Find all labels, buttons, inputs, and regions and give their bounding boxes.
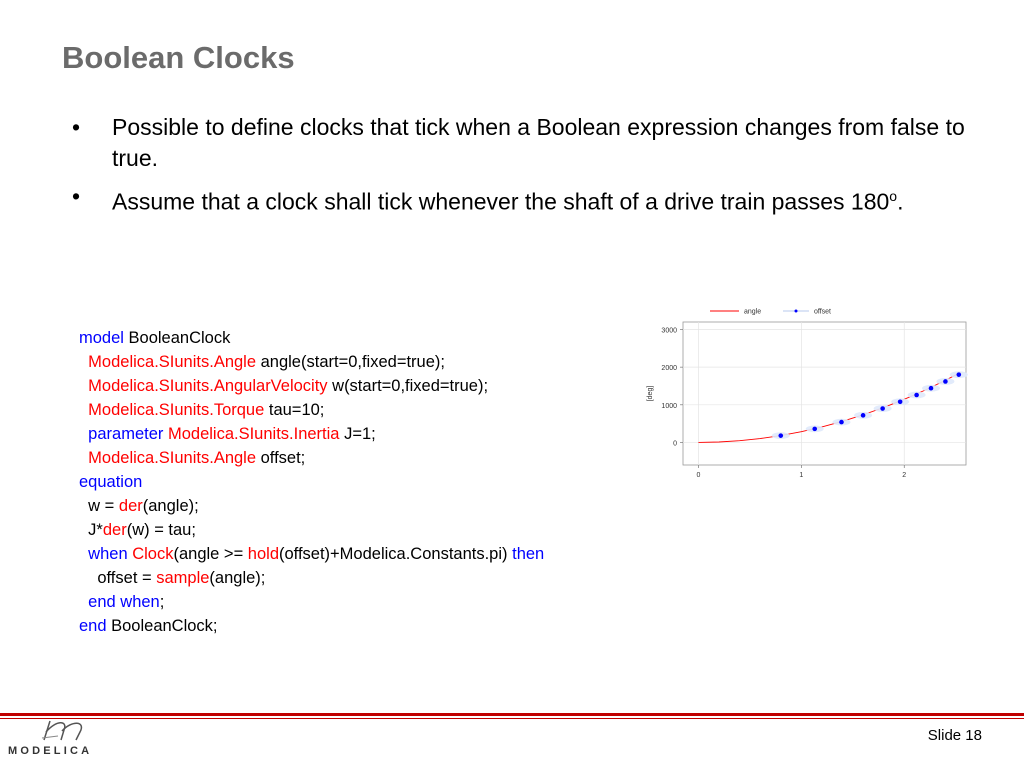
footer-rule bbox=[0, 713, 1024, 716]
code-line bbox=[79, 473, 142, 491]
bullet-period: . bbox=[897, 188, 904, 215]
logo-text: MODELICA bbox=[8, 745, 93, 757]
legend-label-angle: angle bbox=[744, 308, 762, 316]
code-line bbox=[79, 569, 265, 587]
code-text: (angle); bbox=[142, 497, 199, 515]
code-line bbox=[79, 425, 376, 443]
bullet-text: Possible to define clocks that tick when a Boolean expression changes from false to true. bbox=[112, 114, 965, 171]
code-function: der bbox=[102, 521, 127, 539]
code-function: hold bbox=[247, 545, 279, 563]
bullet-item bbox=[72, 181, 992, 218]
code-text: J=1; bbox=[339, 425, 376, 443]
footer-rule-thin bbox=[0, 718, 1024, 719]
code-text: BooleanClock bbox=[123, 329, 231, 347]
offset-marker bbox=[914, 393, 919, 398]
code-line bbox=[79, 545, 544, 563]
code-text: w(start=0,fixed=true); bbox=[327, 377, 489, 395]
code-line bbox=[79, 449, 305, 467]
code-text: tau=10; bbox=[264, 401, 325, 419]
code-text: angle(start=0,fixed=true); bbox=[256, 353, 445, 371]
code-line bbox=[79, 377, 488, 395]
offset-marker bbox=[929, 386, 934, 391]
bullet-dot: • bbox=[72, 183, 81, 209]
code-function: Clock bbox=[132, 545, 174, 563]
code-keyword: when bbox=[88, 545, 128, 563]
code-text: BooleanClock; bbox=[106, 617, 218, 635]
slide-title: Boolean Clocks bbox=[62, 40, 295, 75]
code-line bbox=[79, 617, 218, 635]
code-type: Modelica.SIunits.Angle bbox=[88, 449, 257, 467]
code-type: Modelica.SIunits.Inertia bbox=[167, 425, 340, 443]
code-keyword: model bbox=[79, 329, 124, 347]
code-text: ; bbox=[159, 593, 165, 611]
offset-marker bbox=[861, 413, 866, 418]
code-function: sample bbox=[156, 569, 210, 587]
code-type: Modelica.SIunits.Torque bbox=[88, 401, 265, 419]
offset-marker bbox=[943, 379, 948, 384]
bullet-dot: • bbox=[72, 114, 81, 140]
tick-label-x: 2 bbox=[902, 472, 907, 479]
bullet-list bbox=[72, 112, 992, 225]
tick-label-y: 1000 bbox=[661, 402, 677, 410]
tick-label-x: 0 bbox=[696, 472, 701, 479]
code-keyword: equation bbox=[79, 473, 143, 491]
modelica-logo-mark bbox=[42, 721, 81, 740]
offset-marker bbox=[839, 420, 844, 425]
y-axis-label: [deg] bbox=[647, 385, 654, 402]
offset-marker bbox=[956, 372, 961, 377]
code-text: (angle >= bbox=[173, 545, 248, 563]
code-text: w = bbox=[88, 497, 119, 515]
offset-marker bbox=[880, 406, 885, 411]
code-text: J* bbox=[88, 521, 103, 539]
code-line bbox=[79, 353, 445, 371]
code-function: der bbox=[118, 497, 143, 515]
code-text: (angle); bbox=[209, 569, 266, 587]
modelica-logo bbox=[6, 718, 102, 764]
legend-label-offset: offset bbox=[814, 308, 831, 316]
offset-marker bbox=[812, 427, 817, 432]
code-text: offset; bbox=[256, 449, 306, 467]
code-keyword: parameter bbox=[88, 425, 164, 443]
code-text: offset = bbox=[97, 569, 157, 587]
code-type: Modelica.SIunits.AngularVelocity bbox=[88, 377, 328, 395]
offset-marker bbox=[778, 433, 783, 438]
code-text: (offset)+Modelica.Constants.pi) bbox=[279, 545, 513, 563]
code-line bbox=[79, 593, 164, 611]
offset-marker bbox=[898, 399, 903, 404]
tick-label-y: 2000 bbox=[661, 365, 677, 373]
code-block bbox=[79, 326, 544, 638]
slide-number: Slide 18 bbox=[927, 727, 982, 744]
bullet-text: Assume that a clock shall tick whenever the shaft of a drive train passes 180 bbox=[112, 188, 890, 215]
code-keyword: then bbox=[512, 545, 545, 563]
tick-label-x: 1 bbox=[799, 472, 804, 479]
code-line bbox=[79, 329, 230, 347]
code-line bbox=[79, 497, 199, 515]
angle-offset-chart bbox=[640, 300, 972, 482]
tick-label-y: 0 bbox=[673, 440, 677, 448]
code-text: (w) = tau; bbox=[126, 521, 196, 539]
legend-swatch-offset bbox=[795, 310, 798, 313]
code-keyword: end when bbox=[88, 593, 160, 611]
bullet-item bbox=[72, 112, 992, 174]
tick-label-y: 3000 bbox=[661, 327, 677, 335]
code-type: Modelica.SIunits.Angle bbox=[88, 353, 257, 371]
degree-superscript: o bbox=[889, 188, 898, 204]
code-line bbox=[79, 521, 196, 539]
code-keyword: end bbox=[79, 617, 107, 635]
code-line bbox=[79, 401, 324, 419]
